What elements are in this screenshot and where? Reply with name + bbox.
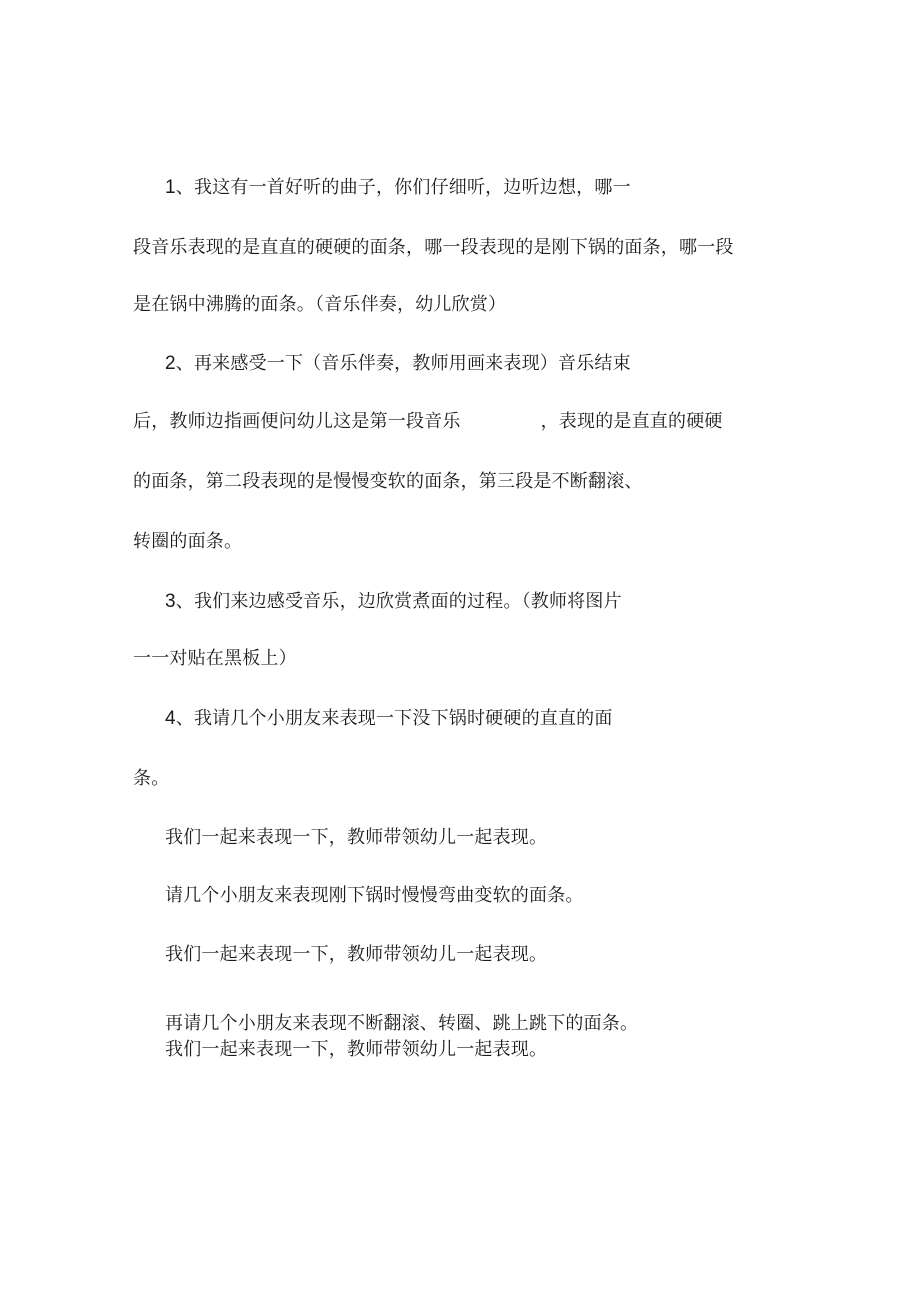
paragraph-number: 3 [165,591,176,612]
paragraph-2-line-3: 的面条，第二段表现的是慢慢变软的面条，第三段是不断翻滚、 [133,471,643,492]
paragraph-text: 后，教师边指画便问幼儿这是第一段音乐 [133,411,461,432]
step-line-2: 请几个小朋友来表现刚下锅时慢慢弯曲变软的面条。 [165,885,584,906]
paragraph-text: 、我们来边感受音乐，边欣赏煮面的过程。（教师将图片 [175,591,622,612]
paragraph-1-line-3: 是在锅中沸腾的面条。（音乐伴奏，幼儿欣赏） [133,294,507,315]
paragraph-text: 、我这有一首好听的曲子，你们仔细听，边听边想，哪一 [175,177,631,198]
paragraph-number: 2 [165,353,176,374]
paragraph-2-line-4: 转圈的面条。 [133,531,243,552]
step-line-4: 再请几个小朋友来表现不断翻滚、转圈、跳上跳下的面条。 [165,1013,639,1034]
paragraph-text: ，表现的是直直的硬硬 [540,411,723,432]
step-line-1: 我们一起来表现一下，教师带领幼儿一起表现。 [165,827,548,848]
step-line-5: 我们一起来表现一下，教师带领幼儿一起表现。 [165,1039,548,1060]
paragraph-3-line-1 [165,590,622,614]
paragraph-number: 1 [165,177,176,198]
paragraph-text: 、我请几个小朋友来表现一下没下锅时硬硬的直直的面 [175,708,613,729]
paragraph-4-line-2: 条。 [133,768,170,789]
paragraph-4-line-1 [165,707,613,731]
paragraph-2-line-2 [133,410,723,434]
paragraph-text: 、再来感受一下（音乐伴奏，教师用画来表现）音乐结束 [175,353,631,374]
paragraph-1-line-1 [165,176,631,200]
paragraph-2-line-1 [165,352,631,376]
paragraph-number: 4 [165,708,176,729]
step-line-3: 我们一起来表现一下，教师带领幼儿一起表现。 [165,944,548,965]
paragraph-1-line-2: 段音乐表现的是直直的硬硬的面条，哪一段表现的是刚下锅的面条，哪一段 [133,237,734,258]
paragraph-3-line-2: 一一对贴在黑板上） [133,648,297,669]
